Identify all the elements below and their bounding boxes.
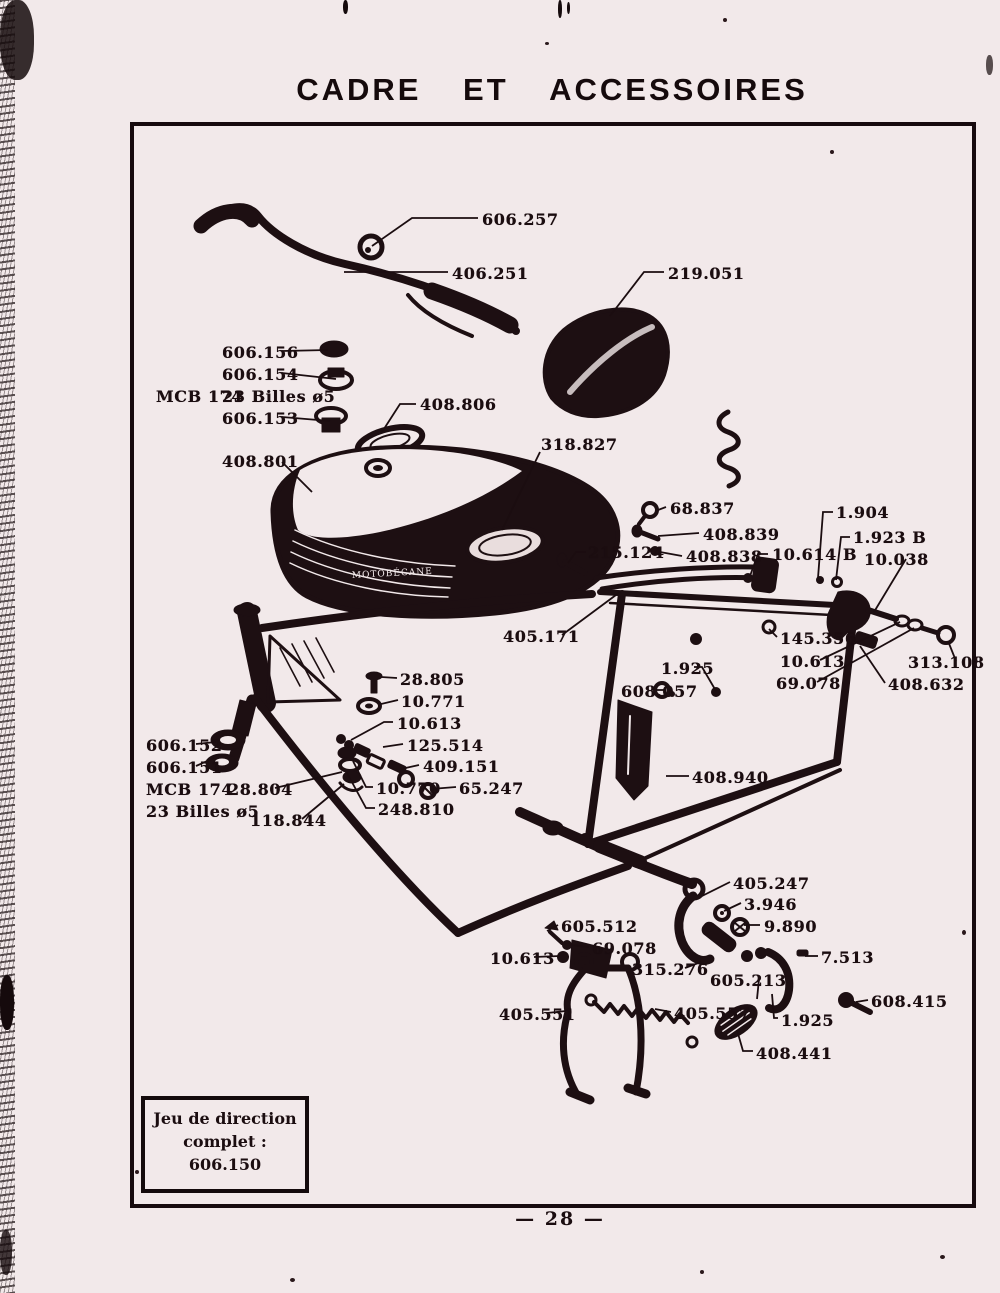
- part-label: 409.151: [423, 757, 500, 776]
- part-label: 406.251: [452, 264, 529, 283]
- part-label: 219.051: [668, 264, 745, 283]
- part-label: 10.613: [490, 949, 555, 968]
- part-label: 606.154: [222, 365, 299, 384]
- part-label: 65.247: [459, 779, 524, 798]
- part-label: 10.770: [376, 779, 441, 798]
- part-label: 408.441: [756, 1044, 833, 1063]
- part-label: 68.837: [670, 499, 735, 518]
- part-label: 69.078: [592, 939, 657, 958]
- part-label: 69.078: [776, 674, 841, 693]
- part-label: 313.108: [908, 653, 985, 672]
- part-label: 1.925: [781, 1011, 835, 1030]
- part-label: 28.804: [228, 780, 293, 799]
- part-label: 606.151: [146, 758, 223, 777]
- leader-line: [570, 945, 589, 947]
- note-line-3: 606.150: [188, 1155, 262, 1175]
- part-label: 145.356: [780, 629, 857, 648]
- tank-badge: MOTOBÉCANE: [351, 566, 434, 581]
- part-label: 606.153: [222, 409, 299, 428]
- part-label: 405.171: [503, 627, 580, 646]
- note-line-1: Jeu de direction: [153, 1109, 297, 1128]
- leader-line: [401, 765, 419, 769]
- leader-line: [856, 1000, 868, 1002]
- leader-line: [702, 882, 730, 896]
- part-label: 118.844: [250, 811, 327, 830]
- part-label: 405.557: [674, 1004, 751, 1023]
- leader-line: [655, 1009, 671, 1012]
- part-label: 1.923 B: [853, 528, 927, 547]
- part-label: 606.152: [146, 736, 223, 755]
- note-box: [141, 1096, 309, 1193]
- part-label: MCB 174: [146, 780, 234, 799]
- leader-line: [724, 903, 741, 911]
- part-label: 315.276: [632, 960, 709, 979]
- part-label: 405.247: [733, 874, 810, 893]
- part-label: 606.257: [482, 210, 559, 229]
- leader-line: [658, 533, 699, 536]
- leader-line: [381, 677, 397, 678]
- part-label: 408.632: [888, 675, 965, 694]
- leader-line: [502, 452, 540, 530]
- part-label: 10.614 B: [772, 545, 858, 564]
- leader-line: [658, 507, 666, 510]
- part-label: 318.827: [541, 435, 618, 454]
- part-label: MCB 174: [156, 387, 244, 406]
- leader-line: [372, 218, 478, 246]
- leader-line: [351, 722, 393, 740]
- leader-line: [547, 925, 558, 931]
- leader-line: [772, 994, 778, 1018]
- part-label: 408.806: [420, 395, 497, 414]
- part-label: 408.839: [703, 525, 780, 544]
- part-label: 605.512: [561, 917, 638, 936]
- part-label: 23 Billes ø5: [222, 387, 336, 406]
- part-label: 1.925: [661, 659, 715, 678]
- leader-line: [769, 629, 777, 637]
- part-label: 408.801: [222, 452, 299, 471]
- note-line-2: complet :: [183, 1132, 267, 1152]
- part-label: 405.551: [499, 1005, 576, 1024]
- part-label: 215.124: [588, 543, 665, 562]
- part-label: 408.940: [692, 768, 769, 787]
- part-label: 10.771: [401, 692, 466, 711]
- leader-line: [568, 552, 586, 563]
- page-title: CADRE ET ACCESSOIRES: [296, 72, 808, 107]
- part-label: 605.213: [710, 971, 787, 990]
- part-label: 3.946: [744, 895, 798, 914]
- leader-line: [383, 744, 403, 747]
- part-label: 608.415: [871, 992, 948, 1011]
- part-label: 9.890: [764, 917, 818, 936]
- part-label: 28.805: [400, 670, 465, 689]
- part-label: 10.613: [780, 652, 845, 671]
- part-label: 10.038: [864, 550, 929, 569]
- leader-line: [382, 404, 416, 432]
- leader-line: [610, 272, 664, 316]
- part-label: 1.904: [836, 503, 890, 522]
- leader-line: [381, 700, 398, 704]
- part-label: 125.514: [407, 736, 484, 755]
- part-label: 608.057: [621, 682, 698, 701]
- leader-line: [737, 1030, 753, 1051]
- page-number: — 28 —: [515, 1208, 605, 1230]
- part-label: 408.838: [686, 547, 763, 566]
- part-label: 7.513: [821, 948, 875, 967]
- part-label: 10.613: [397, 714, 462, 733]
- part-label: 248.810: [378, 800, 455, 819]
- leader-line: [353, 761, 373, 787]
- part-label: 606.156: [222, 343, 299, 362]
- part-label: 23 Billes ø5: [146, 802, 260, 821]
